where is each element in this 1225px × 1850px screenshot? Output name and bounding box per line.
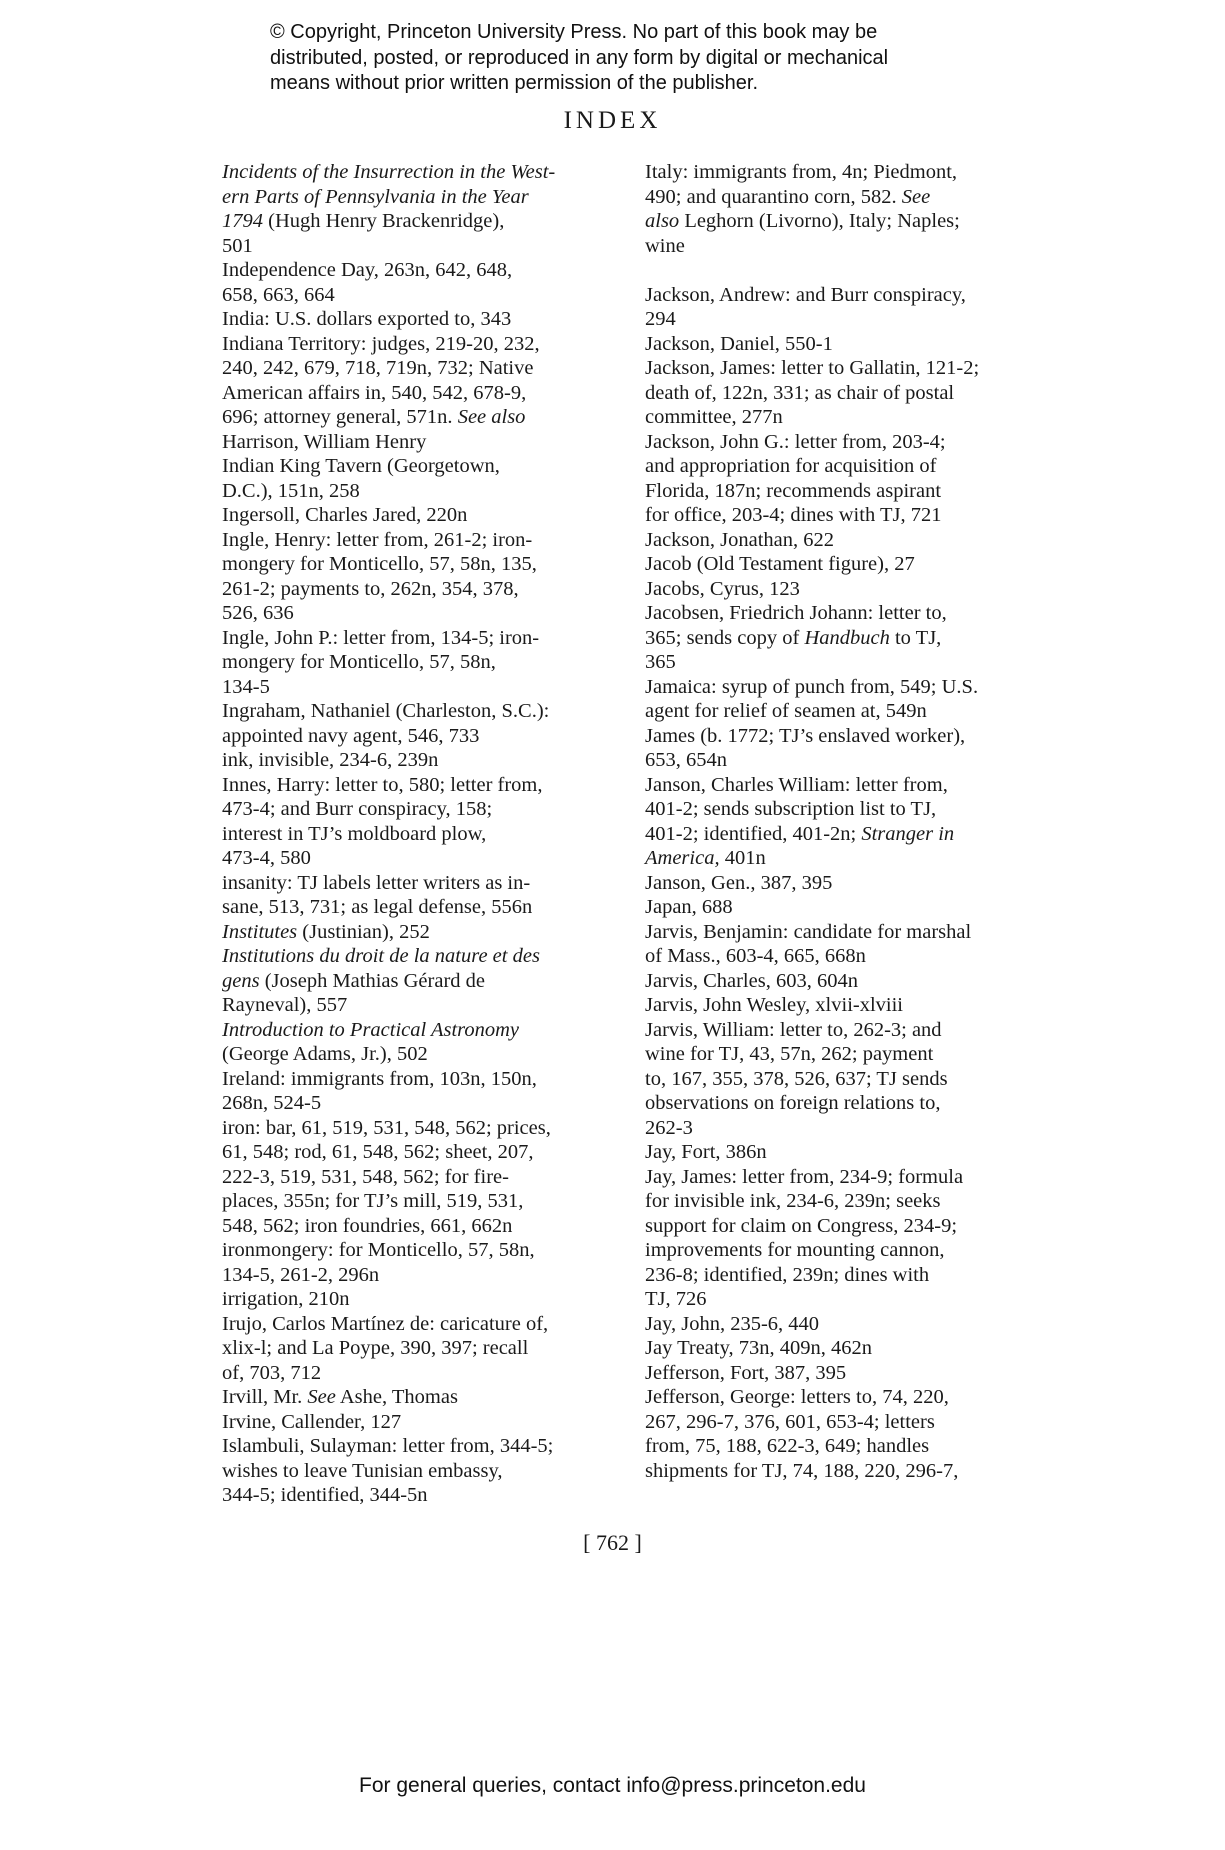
index-entry-line: 473-4, 580	[222, 847, 311, 869]
index-entry-line: 236-8; identified, 239n; dines with	[645, 1263, 930, 1286]
index-entry	[222, 1287, 622, 1312]
index-entry-line: 490; and quarantino corn, 582. See	[645, 185, 931, 208]
index-entry-line: America, 401n	[645, 847, 766, 869]
copyright-line: © Copyright, Princeton University Press. No part of this book may be	[270, 21, 878, 43]
index-entry-line: 653, 654n	[645, 749, 727, 771]
index-entry	[222, 748, 622, 773]
index-entry	[645, 430, 1050, 528]
index-entry-line: Jamaica: syrup of punch from, 549; U.S.	[645, 675, 979, 698]
index-entry-line: Harrison, William Henry	[222, 430, 427, 453]
index-entry	[645, 1018, 1050, 1141]
index-entry-line: India: U.S. dollars exported to, 343	[222, 308, 512, 330]
index-entry-line: ern Parts of Pennsylvania in the Year	[222, 185, 529, 208]
index-entry	[645, 577, 1050, 602]
index-entry-line: 658, 663, 664	[222, 283, 335, 306]
index-entry-line: and appropriation for acquisition of	[645, 455, 937, 477]
index-entry-line: wine for TJ, 43, 57n, 262; payment	[645, 1043, 934, 1065]
index-entry-line: shipments for TJ, 74, 188, 220, 296-7,	[645, 1459, 959, 1482]
index-entry-line: 526, 636	[222, 602, 294, 624]
index-entry	[645, 1336, 1050, 1361]
index-entry-line: Jackson, Daniel, 550-1	[645, 332, 833, 355]
index-entry-line: TJ, 726	[645, 1288, 707, 1310]
index-entry-line: Jarvis, John Wesley, xlvii-xlviii	[645, 994, 904, 1016]
index-entry-line: 240, 242, 679, 718, 719n, 732; Native	[222, 357, 534, 379]
index-entry	[222, 920, 622, 945]
index-entry-line: Janson, Charles William: letter from,	[645, 773, 948, 796]
index-entry	[645, 773, 1050, 871]
index-entry	[645, 675, 1050, 724]
index-entry-line: Irvine, Callender, 127	[222, 1410, 402, 1433]
index-entry-line: 134-5	[222, 675, 270, 698]
index-entry	[645, 993, 1050, 1018]
index-entry-line: from, 75, 188, 622-3, 649; handles	[645, 1435, 930, 1457]
index-entry-line: mongery for Monticello, 57, 58n, 135,	[222, 553, 537, 575]
index-entry-line: 501	[222, 234, 253, 257]
index-entry-line: 473-4; and Burr conspiracy, 158;	[222, 798, 493, 820]
index-entry	[222, 1385, 622, 1410]
index-entry-line: American affairs in, 540, 542, 678-9,	[222, 381, 527, 404]
index-entry	[645, 356, 1050, 430]
index-entry-line: iron: bar, 61, 519, 531, 548, 562; prices,	[222, 1116, 551, 1139]
index-entry-line: James (b. 1772; TJ’s enslaved worker),	[645, 724, 966, 747]
index-entry	[222, 258, 622, 307]
index-entry-line: Italy: immigrants from, 4n; Piedmont,	[645, 161, 958, 183]
index-entry-line: committee, 277n	[645, 406, 783, 428]
index-entry-line: Jarvis, Benjamin: candidate for marshal	[645, 920, 972, 943]
index-entry	[222, 773, 622, 871]
index-entry-line: Jefferson, Fort, 387, 395	[645, 1361, 847, 1384]
index-entry-line: 1794 (Hugh Henry Brackenridge),	[222, 210, 505, 232]
index-entry-line: 365; sends copy of Handbuch to TJ,	[645, 626, 942, 649]
index-entry	[645, 1165, 1050, 1312]
index-entry-line: Indiana Territory: judges, 219-20, 232,	[222, 332, 540, 355]
index-entry-line: Jay, John, 235-6, 440	[645, 1312, 820, 1335]
copyright-notice	[270, 20, 1030, 97]
index-entry-line: Ingraham, Nathaniel (Charleston, S.C.):	[222, 700, 550, 722]
index-entry-line: improvements for mounting cannon,	[645, 1239, 945, 1261]
index-entry-line: Jay Treaty, 73n, 409n, 462n	[645, 1337, 873, 1359]
index-entry-line: 548, 562; iron foundries, 661, 662n	[222, 1214, 513, 1237]
index-entry	[222, 503, 622, 528]
copyright-line: means without prior written permission of the publisher.	[270, 72, 759, 94]
index-entry	[645, 1140, 1050, 1165]
index-entry-line: Rayneval), 557	[222, 994, 348, 1016]
index-entry-line: Jacobs, Cyrus, 123	[645, 577, 800, 600]
index-entry-line: of Mass., 603-4, 665, 668n	[645, 945, 866, 967]
index-entry-line: Jackson, Andrew: and Burr conspiracy,	[645, 283, 966, 306]
index-entry	[645, 871, 1050, 896]
index-entry	[222, 1067, 622, 1116]
index-entry-line: 268n, 524-5	[222, 1092, 322, 1114]
index-entry-line: Incidents of the Insurrection in the West-	[222, 161, 556, 183]
index-entry-line: Indian King Tavern (Georgetown,	[222, 455, 500, 477]
index-entry-line: Jackson, John G.: letter from, 203-4;	[645, 430, 946, 453]
index-entry	[645, 969, 1050, 994]
index-entry-line: 344-5; identified, 344-5n	[222, 1484, 428, 1506]
index-entry-line: D.C.), 151n, 258	[222, 479, 360, 502]
index-entry-line: 401-2; identified, 401-2n; Stranger in	[645, 822, 955, 845]
footer-contact: For general queries, contact info@press.princeton.edu	[359, 1774, 866, 1797]
index-entry-line: ironmongery: for Monticello, 57, 58n,	[222, 1239, 535, 1261]
index-entry	[645, 724, 1050, 773]
index-entry-line: Jay, James: letter from, 234-9; formula	[645, 1165, 964, 1188]
copyright-line: distributed, posted, or reproduced in any form by digital or mechanical	[270, 46, 889, 69]
index-entry-line: 294	[645, 308, 676, 330]
index-entry-line: xlix-l; and La Poype, 390, 397; recall	[222, 1337, 529, 1359]
index-entry-line: 696; attorney general, 571n. See also	[222, 406, 526, 428]
index-entry-line: also Leghorn (Livorno), Italy; Naples;	[645, 210, 960, 232]
index-entry-line: Independence Day, 263n, 642, 648,	[222, 259, 513, 281]
index-entry-line: (George Adams, Jr.), 502	[222, 1043, 428, 1065]
index-entry	[222, 160, 622, 258]
index-entry	[222, 1312, 622, 1386]
index-entry-line: appointed navy agent, 546, 733	[222, 724, 480, 747]
index-entry-line: mongery for Monticello, 57, 58n,	[222, 651, 496, 673]
index-entry-line: Institutions du droit de la nature et des	[222, 945, 540, 967]
index-entry-line: gens (Joseph Mathias Gérard de	[222, 969, 486, 992]
index-entry-line: ink, invisible, 234-6, 239n	[222, 749, 439, 771]
index-column-right	[645, 160, 1050, 1483]
index-entry	[645, 1361, 1050, 1386]
index-entry-line: 134-5, 261-2, 296n	[222, 1263, 380, 1286]
index-entry-line: Irvill, Mr. See Ashe, Thomas	[222, 1386, 458, 1408]
index-entry-line: wine	[645, 234, 685, 257]
index-entry-line: Jay, Fort, 386n	[645, 1141, 767, 1163]
index-entry-line: 365	[645, 651, 676, 673]
index-entry-line: death of, 122n, 331; as chair of postal	[645, 381, 955, 404]
index-entry-line: wishes to leave Tunisian embassy,	[222, 1459, 503, 1482]
index-entry	[645, 160, 1050, 258]
index-entry-line: for office, 203-4; dines with TJ, 721	[645, 504, 942, 526]
page-number: [ 762 ]	[583, 1530, 642, 1555]
index-entry	[645, 601, 1050, 675]
index-entry	[222, 1238, 622, 1287]
index-entry-line: irrigation, 210n	[222, 1288, 350, 1310]
index-entry-line: Institutes (Justinian), 252	[222, 920, 430, 943]
index-entry	[222, 626, 622, 700]
index-entry-line: Jarvis, William: letter to, 262-3; and	[645, 1018, 942, 1041]
index-entry	[645, 1312, 1050, 1337]
index-entry-line: Japan, 688	[645, 896, 733, 918]
index-entry	[222, 528, 622, 626]
index-entry	[645, 528, 1050, 553]
index-entry	[222, 1018, 622, 1067]
index-entry-line: Ireland: immigrants from, 103n, 150n,	[222, 1067, 537, 1090]
index-entry	[222, 1116, 622, 1239]
index-entry-line: Janson, Gen., 387, 395	[645, 871, 833, 894]
index-entry-line: Jefferson, George: letters to, 74, 220,	[645, 1386, 949, 1408]
index-entry-line: Jackson, James: letter to Gallatin, 121-2;	[645, 357, 980, 379]
index-entry	[222, 307, 622, 332]
index-entry-line: insanity: TJ labels letter writers as in-	[222, 871, 531, 894]
index-entry-line: 261-2; payments to, 262n, 354, 378,	[222, 577, 519, 600]
index-entry	[222, 699, 622, 748]
index-entry-line: Jarvis, Charles, 603, 604n	[645, 969, 858, 992]
index-entry-line: Jacob (Old Testament figure), 27	[645, 553, 915, 575]
index-entry	[645, 552, 1050, 577]
index-entry	[222, 1410, 622, 1435]
index-entry	[645, 920, 1050, 969]
index-entry-line: of, 703, 712	[222, 1361, 322, 1384]
index-column-left	[222, 160, 622, 1508]
index-entry	[222, 871, 622, 920]
index-entry	[222, 454, 622, 503]
index-entry-line: Ingle, John P.: letter from, 134-5; iron-	[222, 626, 540, 649]
index-entry	[222, 1434, 622, 1508]
index-entry-line: Jacobsen, Friedrich Johann: letter to,	[645, 602, 947, 624]
index-entry-line: to, 167, 355, 378, 526, 637; TJ sends	[645, 1067, 948, 1090]
index-entry-line: Introduction to Practical Astronomy	[222, 1018, 520, 1041]
index-entry-line: Ingersoll, Charles Jared, 220n	[222, 504, 468, 526]
index-entry-line: 267, 296-7, 376, 601, 653-4; letters	[645, 1410, 935, 1433]
index-entry-line: agent for relief of seamen at, 549n	[645, 700, 927, 722]
index-entry	[645, 332, 1050, 357]
index-entry	[645, 283, 1050, 332]
index-entry-line: Jackson, Jonathan, 622	[645, 528, 835, 551]
page-title: INDEX	[563, 107, 662, 134]
index-entry-line: observations on foreign relations to,	[645, 1092, 941, 1114]
index-entry-line: Florida, 187n; recommends aspirant	[645, 479, 942, 502]
index-entry	[222, 944, 622, 1018]
index-entry-line: Ingle, Henry: letter from, 261-2; iron-	[222, 528, 533, 551]
index-entry-line: sane, 513, 731; as legal defense, 556n	[222, 896, 533, 918]
index-entry-line: 401-2; sends subscription list to TJ,	[645, 798, 937, 820]
index-entry-line: Irujo, Carlos Martínez de: caricature of,	[222, 1312, 549, 1335]
index-entry	[645, 895, 1050, 920]
index-entry-line: interest in TJ’s moldboard plow,	[222, 822, 487, 845]
index-entry-line: support for claim on Congress, 234-9;	[645, 1214, 958, 1237]
index-entry	[222, 332, 622, 455]
index-entry-line: 262-3	[645, 1116, 693, 1139]
index-entry-line: Innes, Harry: letter to, 580; letter from,	[222, 773, 543, 796]
index-entry-line: for invisible ink, 234-6, 239n; seeks	[645, 1190, 941, 1212]
index-entry-line: places, 355n; for TJ’s mill, 519, 531,	[222, 1190, 524, 1212]
index-entry-line: 222-3, 519, 531, 548, 562; for fire-	[222, 1165, 509, 1188]
index-entry	[645, 1385, 1050, 1483]
index-entry-line: 61, 548; rod, 61, 548, 562; sheet, 207,	[222, 1141, 534, 1163]
index-entry-line: Islambuli, Sulayman: letter from, 344-5;	[222, 1435, 554, 1457]
